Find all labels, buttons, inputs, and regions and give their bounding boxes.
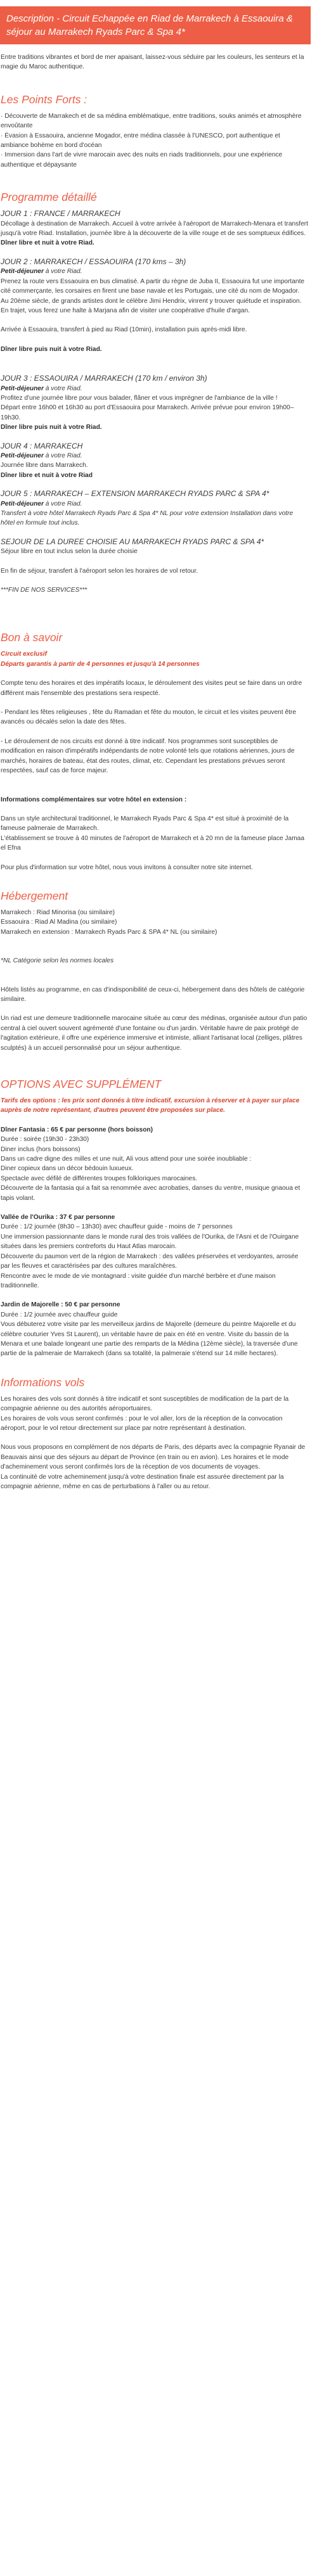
day-title: JOUR 4 : MARRAKECH: [1, 441, 83, 450]
main-content: [0, 53, 317, 1491]
bon-a-savoir-p4: Dans un style architectural traditionnel, le Marrakech Ryads Parc & Spa 4* est situé à proximité de la fameuse palmeraie de Marrakech.: [1, 815, 289, 832]
day-title: JOUR 1 : FRANCE / MARRAKECH: [1, 209, 120, 219]
hebergement-line: Marrakech : Riad Minorisa (ou similaire): [1, 909, 115, 916]
circuit-exclusif: Circuit exclusif: [1, 651, 48, 658]
infos-vols-p2: Les horaires de vols vous seront confirmés : pour le vol aller, lors de la réception de la convocation aéroport, pour le vol retour directement sur place par notre représentant à destination.: [1, 1415, 283, 1432]
option-line: Durée : 1/2 journée avec chauffeur guide: [1, 1311, 118, 1318]
option-line: Dans un cadre digne des milles et une nuit, Ali vous attend pour une soirée inoubliable :: [1, 1156, 252, 1163]
options-heading: OPTIONS AVEC SUPPLÉMENT: [1, 1078, 162, 1090]
option-title: Jardin de Majorelle : 50 € par personne: [1, 1301, 120, 1309]
day-2: [1, 257, 308, 354]
day-text-2: En trajet, vous ferez une halte à Marjana afin de visiter une coopérative d'huile d'argan.: [1, 307, 250, 314]
page-title-banner: [0, 6, 311, 44]
sejour-title: SEJOUR DE LA DUREE CHOISIE AU MARRAKECH RYADS PARC & SPA 4*: [1, 537, 264, 546]
option-line: Spectacle avec défilé de différentes troupes folkloriques marocaines.: [1, 1175, 198, 1182]
infos-vols-heading: Informations vols: [1, 1375, 85, 1389]
day-3: [1, 364, 308, 432]
hebergement-p1: Hôtels listés au programme, en cas d'indisponibilité de ceux-ci, hébergement dans des hôtels de catégorie similaire.: [1, 986, 305, 1003]
page-title: Description - Circuit Echappée en Riad de Marrakech à Essaouira & séjour au Marrakech Ryads Parc & Spa 4*: [6, 13, 293, 37]
hebergement-p2: Un riad est une demeure traditionnelle marocaine située au cœur des médinas, organisée autour d'un patio central à ciel ouvert souvent agrémenté d'une fontaine ou d'un jardin. Véritable havre de paix protégé de l'agitation extérieure, il offre une expérience immersive et intimiste, alliant l'artisanat local (zelliges, plâtres sculptés) à un accueil personnalisé pour un séjour authentique.: [1, 1015, 307, 1052]
points-forts-item: · Évasion à Essaouira, ancienne Mogador, entre médina classée à l'UNESCO, port authentique et ambiance bohème en bord d'océan: [1, 132, 280, 150]
hebergement-line: Marrakech en extension : Marrakech Ryads Parc & SPA 4* NL (ou similaire): [1, 928, 217, 936]
day-title: JOUR 2 : MARRAKECH / ESSAOUIRA (170 kms – 3h): [1, 257, 186, 266]
day-breakfast-rest: à votre Riad.: [43, 268, 82, 276]
day-1: [1, 209, 308, 248]
option-line: Diner copieux dans un décor bédouin luxueux.: [1, 1165, 134, 1173]
options-warning: Tarifs des options : les prix sont donnés à titre indicatif, excursion à réserver et à payer sur place auprès de notre représentant, d'autres peuvent être proposées sur place.: [1, 1097, 300, 1114]
day-title: JOUR 5 : MARRAKECH – EXTENSION MARRAKECH RYADS PARC & SPA 4*: [1, 489, 269, 499]
infos-vols-p1: Les horaires des vols sont donnés à titre indicatif et sont susceptibles de modification de la part de la compagnie aérienne ou des autorités aéroportuaires.: [1, 1395, 289, 1413]
bon-a-savoir-p2: - Pendant les fêtes religieuses , fête du Ramadan et fête du mouton, le circuit et les visites peuvent être avancés ou décalés selon la date des fêtes.: [1, 709, 297, 726]
day-breakfast: Petit-déjeuner: [1, 268, 44, 276]
day-text: Journée libre dans Marrakech.: [1, 462, 88, 469]
day-breakfast: Petit-déjeuner: [1, 385, 44, 392]
option-title: Dîner Fantasia : 65 € par personne (hors boisson): [1, 1126, 153, 1133]
sejour-text: Séjour libre en tout inclus selon la durée choisie: [1, 548, 138, 556]
option-line: Durée : soirée (19h30 - 23h30): [1, 1136, 89, 1144]
hebergement-line: Essaouira : Riad Al Madina (ou similaire): [1, 919, 117, 926]
day-text-italic: Transfert à votre hôtel Marrakech Ryads Parc & Spa 4* NL pour votre extension Installation dans votre hôtel en formule tout inclus.: [1, 510, 294, 527]
fin-text: En fin de séjour, transfert à l'aéroport selon les horaires de vol retour.: [1, 567, 198, 575]
bon-a-savoir-p6: Pour plus d'information sur votre hôtel, nous vous invitons à consulter notre site internet.: [1, 864, 253, 871]
day-breakfast: Petit-déjeuner: [1, 500, 44, 507]
option-title: Vallée de l'Ourika : 37 € par personne: [1, 1214, 115, 1221]
option-ourika: [1, 1213, 308, 1291]
info-hotel-title: Informations complémentaires sur votre hôtel en extension :: [1, 796, 187, 803]
day-bold: Dîner libre et nuit à votre Riad: [1, 471, 93, 479]
day-text: Décollage à destination de Marrakech. Accueil à votre arrivée à l'aéroport de Marrakech-Menara et transfert jusqu'à votre Riad. Installation, journée libre à la découverte de la ville rouge et de ses somptueux édifices.: [1, 220, 308, 238]
intro-text: Entre traditions vibrantes et bord de mer apaisant, laissez-vous séduire par les couleurs, les senteurs et la magie du Maroc authentique.: [1, 54, 304, 71]
departs-garantis: Départs garantis à partir de 4 personnes et jusqu'à 14 personnes: [1, 660, 200, 668]
day-breakfast-rest: à votre Riad.: [43, 452, 82, 459]
bon-a-savoir-p3: - Le déroulement de nos circuits est donné à titre indicatif. Nos programmes sont susceptibles de modification en raison d'impératifs indépendants de notre volonté tels que rotations aériennes, jours de marchés, horaires de bateau, état des routes, climat, etc. Cependant les prestations prévues seront respectées, sauf cas de force majeur.: [1, 737, 295, 775]
day-4: [1, 442, 308, 481]
option-line: Une immersion passionnante dans le monde rural des trois vallées de l'Ourika, de l'Asni et de l'Ouirgane situées dans les premiers contreforts du Haut Atlas marocain.: [1, 1233, 299, 1251]
page: [0, 6, 317, 2576]
day-bold: Dîner libre puis nuit à votre Riad.: [1, 345, 102, 353]
day-breakfast: Petit-déjeuner: [1, 452, 44, 459]
day-text: Prenez la route vers Essaouira en bus climatisé. A partir du règne de Juba II, Essaouira fut une importante cité commerçante, les corsaires en firent une base navale et les Portugais, une cité du nom de Mogador. Au 20ème siècle, de grands artistes dont le célèbre Jimi Hendrix, vinrent y trouver quiétude et inspiration.: [1, 277, 305, 305]
infos-vols-p3: Nous vous proposons en complément de nos départs de Paris, des départs avec la compagnie Ryanair de Beauvais ainsi que des séjours au départ de Province (en train ou en avion). Les horaires et le mode d'acheminement vous seront confirmés lors de la réception de vos documents de voyages.: [1, 1444, 306, 1471]
points-forts-heading: Les Points Forts :: [1, 92, 87, 106]
sejour-block: [1, 537, 308, 596]
day-breakfast-rest: à votre Riad.: [43, 385, 82, 392]
option-line: Durée : 1/2 journée (8h30 – 13h30) avec chauffeur guide - moins de 7 personnes: [1, 1223, 233, 1231]
day-text-2: Départ entre 16h00 et 16h30 au port d'Essaouira pour Marrakech. Arrivée prévue pour environ 19h00–19h30.: [1, 404, 294, 421]
hebergement-note: *NL Catégorie selon les normes locales: [1, 957, 114, 965]
option-line: Découverte de la fantasia qui a fait sa renommée avec acrobaties, danses du ventre, musique gnaoua et tapis volant.: [1, 1185, 301, 1202]
points-forts-item: · Immersion dans l'art de vivre marocain avec des nuits en riads traditionnels, pour une expérience authentique et dépaysante: [1, 151, 283, 169]
option-line: Diner inclus (hors boissons): [1, 1145, 81, 1153]
option-line: Rencontre avec le mode de vie montagnard : visite guidée d'un marché berbère et d'une maison traditionnelle.: [1, 1272, 276, 1289]
day-breakfast-rest: à votre Riad.: [43, 500, 82, 507]
day-bold: Dîner libre et nuit à votre Riad.: [1, 239, 94, 247]
fin-services: ***FIN DE NOS SERVICES***: [1, 587, 87, 594]
day-bold: Dîner libre puis nuit à votre Riad.: [1, 424, 102, 431]
bon-a-savoir-p5: L'établissement se trouve à 40 minutes de l'aéroport de Marrakech et à 20 mn de la fameuse place Jamaa el Efna: [1, 834, 305, 852]
bon-a-savoir-heading: Bon à savoir: [1, 631, 63, 644]
option-fantasia: [1, 1125, 308, 1203]
option-majorelle: [1, 1300, 308, 1358]
option-line: Découverte du paumon vert de la région de Marrakech : des vallées préservées et verdoyantes, arrosée par les fleuves et caractérisées par des cultures maraîchères.: [1, 1253, 299, 1270]
bon-a-savoir-p1: Compte tenu des horaires et des impératifs locaux, le déroulement des visites peut se faire dans un ordre différent mais l'ensemble des prestations sera respecté.: [1, 680, 302, 697]
points-forts-item: · Découverte de Marrakech et de sa médina emblématique, entre traditions, souks animés et atmosphère envoûtante: [1, 112, 302, 130]
day-text-3: Arrivée à Essaouira, transfert à pied au Riad (10min), installation puis après-midi libre.: [1, 326, 247, 334]
option-line: Vous débuterez votre visite par les merveilleux jardins de Majorelle (demeure du peintre Majorelle et du célèbre couturier Yves St Laurent), un véritable havre de paix en été en ventre. Visite du bassin de la Menara et une balade longeant une partie des remparts de la Médina (12ème siècle), la traversée d'une partie de la palmeraie de Marrakech (dans sa totalité, la palmeraie s'étend sur 14 mille hectares).: [1, 1321, 298, 1358]
day-text: Profitez d'une journée libre pour vous balader, flâner et vous imprégner de l'ambiance de la ville !: [1, 394, 278, 402]
infos-vols-p4: La continuité de votre acheminement jusqu'à votre destination finale est assurée directement par la compagnie aérienne, même en cas de perturbations à l'aller ou au retour.: [1, 1473, 284, 1490]
programme-heading: Programme détaillé: [1, 191, 97, 204]
day-title: JOUR 3 : ESSAOUIRA / MARRAKECH (170 km / environ 3h): [1, 374, 207, 383]
hebergement-heading: Hébergement: [1, 889, 68, 902]
day-5: [1, 489, 308, 528]
